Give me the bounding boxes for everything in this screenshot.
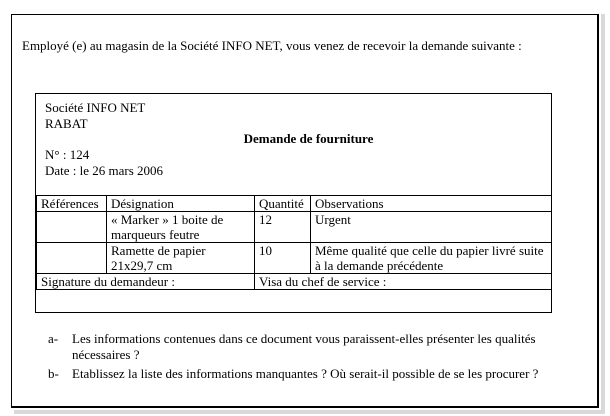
table-row (37, 212, 552, 243)
items-table (36, 195, 552, 290)
question-item (48, 366, 568, 382)
cell-observations: Même qualité que celle du papier livré suite à la demande précédente (311, 243, 552, 274)
header-references: Références (37, 196, 107, 212)
cell-reference (37, 243, 107, 274)
cell-quantite: 12 (255, 212, 311, 243)
company-city: RABAT (45, 116, 88, 131)
intro-text: Employé (e) au magasin de la Société INFO NET, vous venez de recevoir la demande suivante : (22, 38, 522, 53)
page-edge-shadow-bottom (14, 410, 604, 414)
header-observations: Observations (311, 196, 552, 212)
cell-designation: Ramette de papier 21x29,7 cm (107, 243, 255, 274)
question-marker: a- (48, 331, 59, 346)
cell-reference (37, 212, 107, 243)
form-date: Date : le 26 mars 2006 (45, 163, 164, 178)
question-text: Les informations contenues dans ce document vous paraissent-elles présenter les qualités nécessaires ? (72, 331, 536, 362)
form-title: Demande de fourniture (243, 131, 374, 146)
header-designation: Désignation (107, 196, 255, 212)
supply-request-form (35, 93, 552, 313)
signature-demandeur: Signature du demandeur : (37, 274, 255, 290)
table-row (37, 243, 552, 274)
page-edge-shadow-right (601, 14, 605, 414)
visa-chef-service: Visa du chef de service : (255, 274, 552, 290)
question-marker: b- (48, 366, 59, 381)
header-quantite: Quantité (255, 196, 311, 212)
question-item (48, 331, 568, 363)
signature-row (37, 274, 552, 290)
cell-designation: « Marker » 1 boite de marqueurs feutre (107, 212, 255, 243)
question-text: Etablissez la liste des informations manquantes ? Où serait-il possible de se les procurer ? (72, 366, 539, 381)
company-name: Société INFO NET (45, 100, 146, 115)
form-number: N° : 124 (45, 147, 90, 162)
question-list (48, 331, 568, 385)
table-header-row (37, 196, 552, 212)
cell-quantite: 10 (255, 243, 311, 274)
cell-observations: Urgent (311, 212, 552, 243)
